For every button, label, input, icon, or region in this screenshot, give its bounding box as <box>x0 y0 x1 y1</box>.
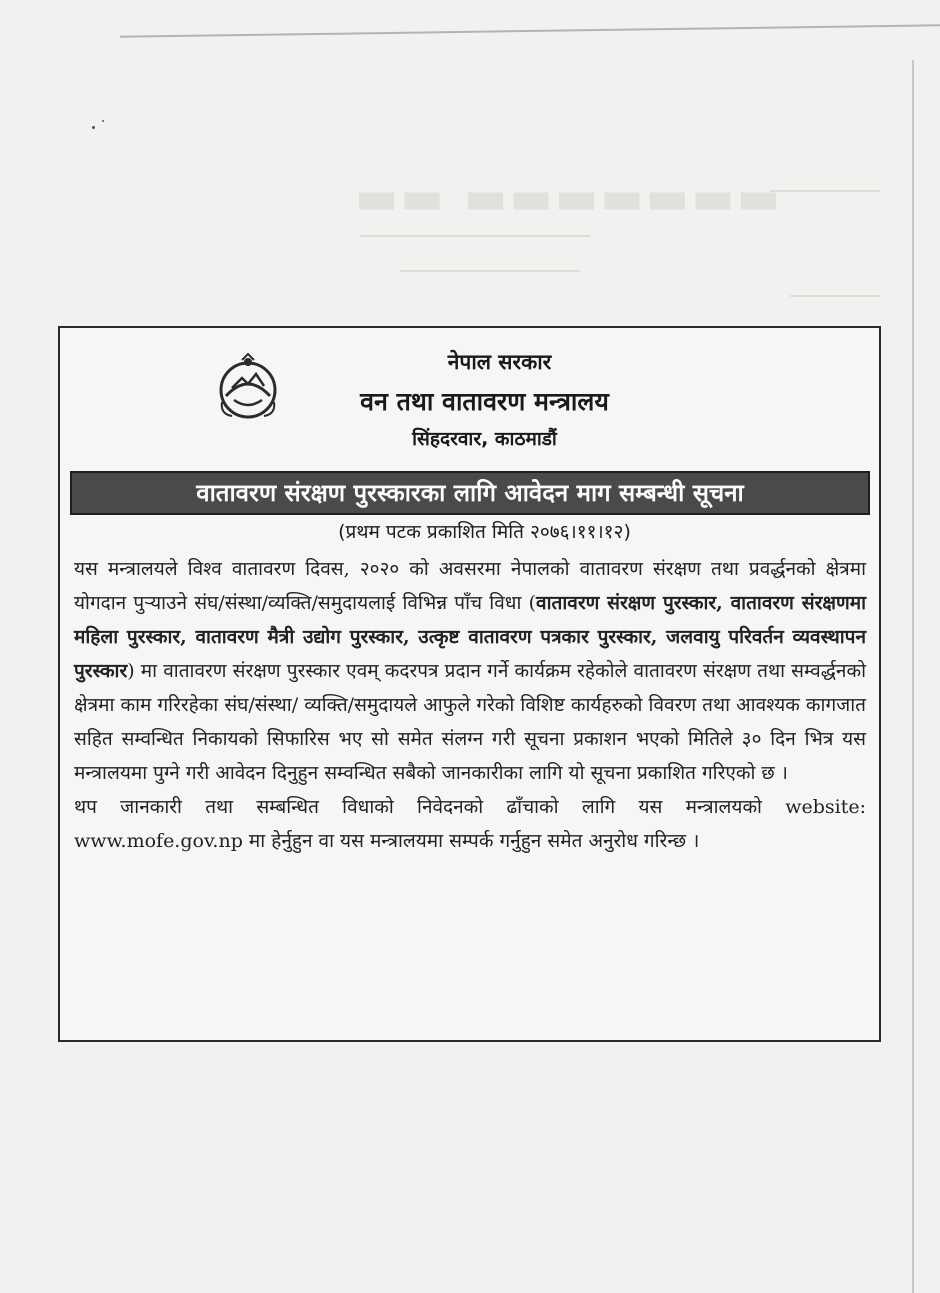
award-categories: वातावरण संरक्षण पुरस्कार, वातावरण संरक्षणमा महिला पुरस्कार, वातावरण मैत्री उद्योग पुरस्कार, उत्कृष्ट वातावरण पत्रकार पुरस्कार, जलवायु परिवर्तन व्यवस्थापन पुरस्कार <box>74 592 866 682</box>
publication-date: (प्रथम पटक प्रकाशित मिति २०७६।११।१२) <box>338 521 631 543</box>
paper-edge-top <box>120 24 940 37</box>
ministry-location: सिंहदरवार, काठमाडौं <box>412 428 557 450</box>
notice-paragraph-2: थप जानकारी तथा सम्बन्धित विधाको निवेदनको ढाँचाको लागि यस मन्त्रालयको website: www.mofe.gov.np मा हेर्नुहुन वा यस मन्त्रालयमा सम्पर्क गर्नुहुन समेत अनुरोध गरिन्छ । <box>74 796 866 852</box>
notice-body <box>74 552 866 858</box>
bleed-through-mark <box>400 270 580 272</box>
scan-speck <box>102 120 104 122</box>
ministry-name: वन तथा वातावरण मन्त्रालय <box>360 387 609 416</box>
notice-title: वातावरण संरक्षण पुरस्कारका लागि आवेदन माग सम्बन्धी सूचना <box>70 471 870 515</box>
scan-speck <box>92 126 95 129</box>
bleed-through-mark <box>770 190 880 192</box>
notice-paragraph-1 <box>74 552 866 790</box>
bleed-through-mark <box>360 235 590 237</box>
bleed-through-mark <box>790 295 880 297</box>
notice-box <box>58 326 881 1042</box>
government-name: नेपाल सरकार <box>447 350 552 374</box>
paragraph-1-rest: ) मा वातावरण संरक्षण पुरस्कार एवम् कदरपत्र प्रदान गर्ने कार्यक्रम रहेकोले वातावरण संरक्षण तथा सम्वर्द्धनको क्षेत्रमा काम गरिरहेका संघ/संस्था/ व्यक्ति/समुदायले आफुले गरेको विशिष्ट कार्यहरुको विवरण तथा आवश्यक कागजात सहित सम्वन्धित निकायको सिफारिस भए सो समेत संलग्न गरी सूचना प्रकाशन भएको मितिले ३० दिन भित्र यस मन्त्रालयमा पुग्ने गरी आवेदन दिनुहुन सम्वन्धित सबैको जानकारीका लागि यो सूचना प्रकाशित गरिएको छ । <box>74 660 866 784</box>
bleed-through-heading: ▬▬ ▬▬▬▬▬▬▬ <box>355 170 783 224</box>
paragraph-1-intro: यस मन्त्रालयले विश्व वातावरण दिवस, २०२० को अवसरमा नेपालको वातावरण संरक्षण तथा प्रवर्द्धनको क्षेत्रमा योगदान पुऱ्याउने संघ/संस्था/व्यक्ति/समुदायलाई विभिन्न पाँच विधा ( <box>74 558 866 614</box>
paper-edge-right <box>912 60 914 1293</box>
